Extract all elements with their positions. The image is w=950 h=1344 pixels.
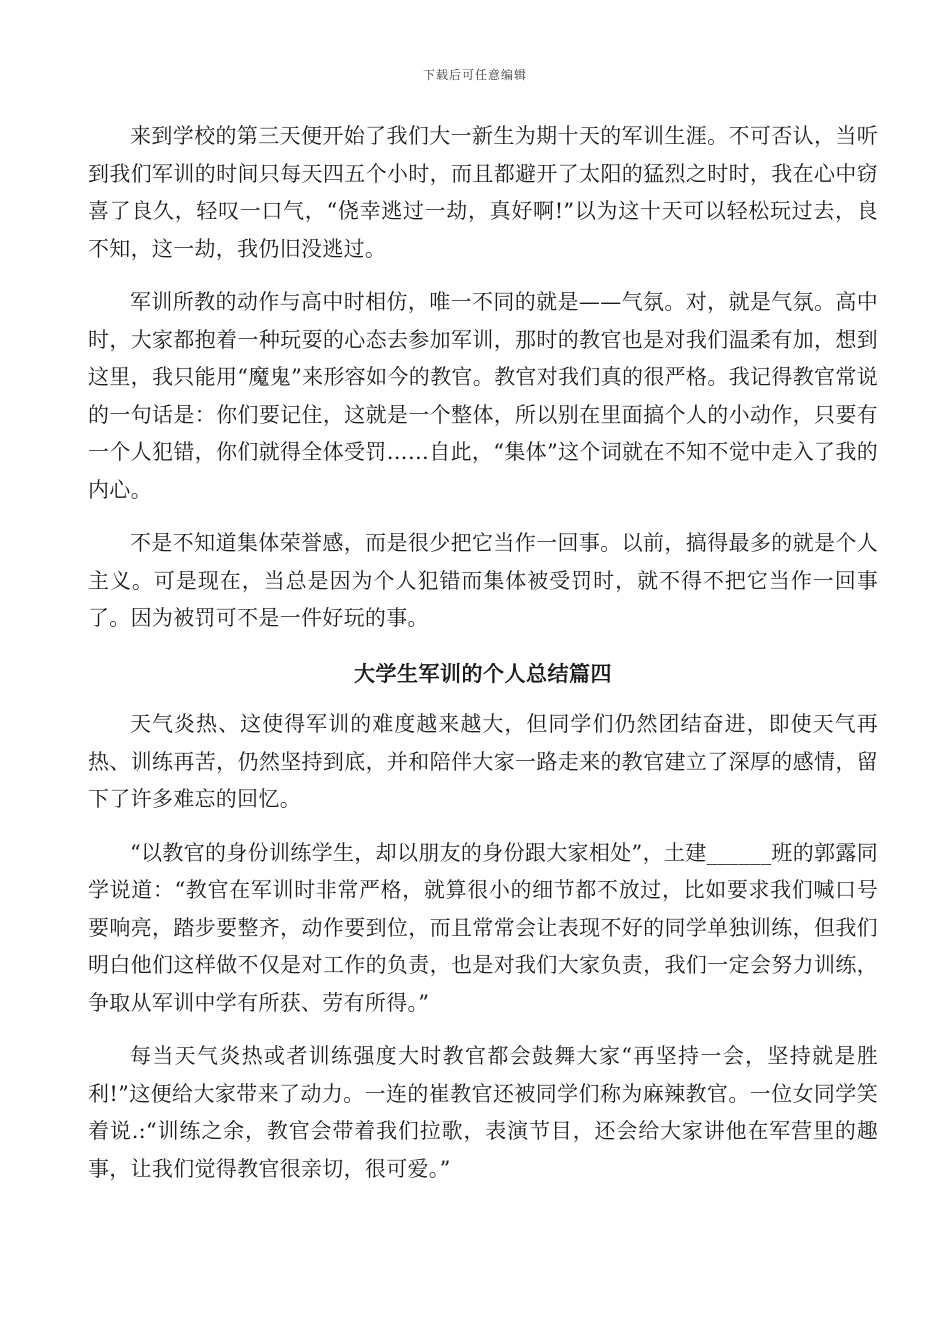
paragraph: 来到学校的第三天便开始了我们大一新生为期十天的军训生涯。不可否认，当听到我们军训的时间只每天四五个小时，而且都避开了太阳的猛烈之时时，我在心中窃喜了良久，轻叹一口气，“侥幸逃过一劫，真好啊!”以为这十天可以轻松玩过去，良不知，这一劫，我仍旧没逃过。 — [88, 124, 878, 261]
page-header: 下载后可任意编辑 — [422, 68, 527, 82]
paragraph: 军训所教的动作与高中时相仿，唯一不同的就是——气氛。对，就是气氛。高中时，大家都抱着一种玩耍的心态去参加军训，那时的教官也是对我们温柔有加，想到这里，我只能用“魔鬼”来形容如今的教官。教官对我们真的很严格。我记得教官常说的一句话是：你们要记住，这就是一个整体，所以别在里面搞个人的小动作，只要有一个人犯错，你们就得全体受罚……自此，“集体”这个词就在不知不觉中走入了我的内心。 — [88, 290, 878, 502]
paragraph: 天气炎热、这使得军训的难度越来越大，但同学们仍然团结奋进，即使天气再热、训练再苦，仍然坚持到底，并和陪伴大家一路走来的教官建立了深厚的感情，留下了许多难忘的回忆。 — [88, 712, 878, 811]
paragraph: “以教官的身份训练学生，却以朋友的身份跟大家相处”，土建______班的郭露同学说道：“教官在军训时非常严格，就算很小的细节都不放过，比如要求我们喊口号要响亮，踏步要整齐，动作要到位，而且常常会让表现不好的同学单独训练，但我们明白他们这样做不仅是对工作的负责，也是对我们大家负责，我们一定会努力训练，争取从军训中学有所获、劳有所得。” — [88, 840, 878, 1015]
paragraph: 每当天气炎热或者训练强度大时教官都会鼓舞大家“再坚持一会，坚持就是胜利!”这便给大家带来了动力。一连的崔教官还被同学们称为麻辣教官。一位女同学笑着说.:“训练之余，教官会带着我们拉歌，表演节目，还会给大家讲他在军营里的趣事，让我们觉得教官很亲切，很可爱。” — [88, 1044, 878, 1181]
section-title: 大学生军训的个人总结篇四 — [354, 660, 612, 686]
paragraph: 不是不知道集体荣誉感，而是很少把它当作一回事。以前，搞得最多的就是个人主义。可是现在，当总是因为个人犯错而集体被受罚时，就不得不把它当作一回事了。因为被罚可不是一件好玩的事。 — [88, 531, 878, 630]
document-body — [88, 118, 878, 1188]
